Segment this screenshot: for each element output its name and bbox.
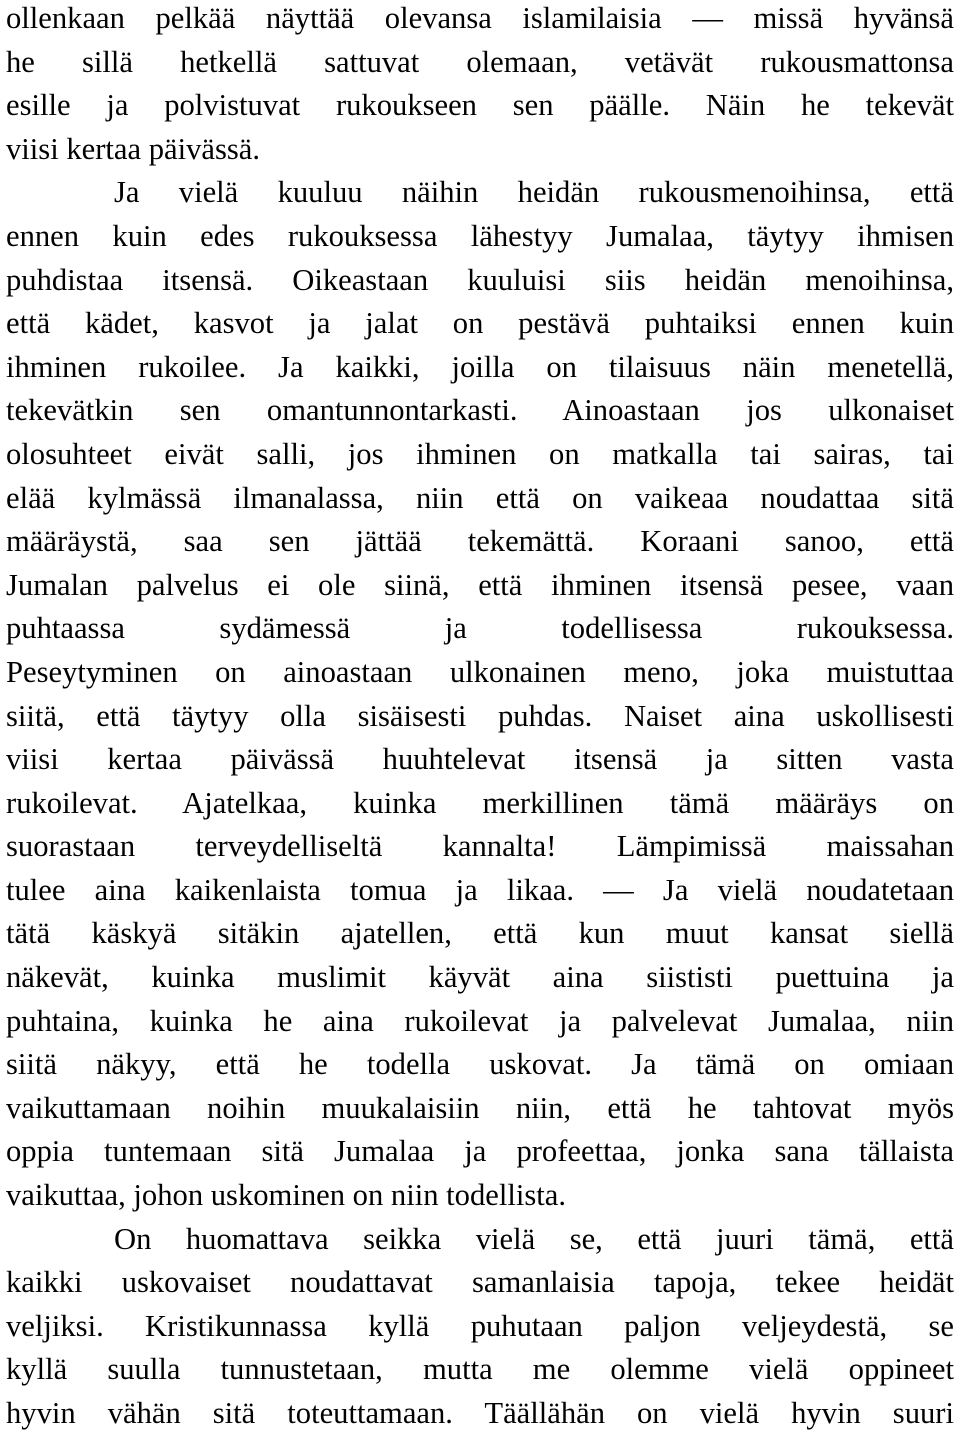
text-line: suorastaan terveydelliseltä kannalta! Lämpimissä maissahan <box>6 829 954 864</box>
text-line: Ja vielä kuuluu näihin heidän rukousmenoihinsa, että <box>114 175 954 210</box>
text-line: määräystä, saa sen jättää tekemättä. Koraani sanoo, että <box>6 524 954 559</box>
text-line: siitä näkyy, että he todella uskovat. Ja tämä on omiaan <box>6 1047 954 1082</box>
text-line: oppia tuntemaan sitä Jumalaa ja profeettaa, jonka sana tällaista <box>6 1134 954 1169</box>
text-line: vaikuttaa, johon uskominen on niin todellista. <box>6 1178 566 1213</box>
text-line: ollenkaan pelkää näyttää olevansa islamilaisia — missä hyvänsä <box>6 1 954 35</box>
text-line: puhtaina, kuinka he aina rukoilevat ja palvelevat Jumalaa, niin <box>6 1003 954 1038</box>
text-line: Peseytyminen on ainoastaan ulkonainen meno, joka muistuttaa <box>6 654 954 689</box>
text-line: ennen kuin edes rukouksessa lähestyy Jumalaa, täytyy ihmisen <box>6 218 954 253</box>
text-line: On huomattava seikka vielä se, että juuri tämä, että <box>114 1221 954 1256</box>
text-line: he sillä hetkellä sattuvat olemaan, vetävät rukousmattonsa <box>6 44 954 79</box>
text-line: esille ja polvistuvat rukoukseen sen päälle. Näin he tekevät <box>6 88 954 123</box>
text-line: vaikuttamaan noihin muukalaisiin niin, että he tahtovat myös <box>6 1090 954 1125</box>
text-line: puhdistaa itsensä. Oikeastaan kuuluisi siis heidän menoihinsa, <box>6 262 954 297</box>
text-line: ihminen rukoilee. Ja kaikki, joilla on tilaisuus näin menetellä, <box>6 349 954 384</box>
text-line: hyvin vähän sitä toteuttamaan. Täällähän on vielä hyvin suuri <box>6 1396 954 1430</box>
text-line: olosuhteet eivät salli, jos ihminen on matkalla tai sairas, tai <box>6 436 954 471</box>
text-line: Jumalan palvelus ei ole siinä, että ihminen itsensä pesee, vaan <box>6 567 954 602</box>
text-line: puhtaassa sydämessä ja todellisessa rukouksessa. <box>6 611 954 646</box>
text-line: siitä, että täytyy olla sisäisesti puhdas. Naiset aina uskollisesti <box>6 698 954 733</box>
body-text <box>6 0 954 1436</box>
text-line: elää kylmässä ilmanalassa, niin että on vaikeaa noudattaa sitä <box>6 480 954 515</box>
text-line: tätä käskyä sitäkin ajatellen, että kun muut kansat siellä <box>6 916 954 951</box>
text-line: että kädet, kasvot ja jalat on pestävä puhtaiksi ennen kuin <box>6 306 954 341</box>
text-line: veljiksi. Kristikunnassa kyllä puhutaan paljon veljeydestä, se <box>6 1308 954 1343</box>
text-line: viisi kertaa päivässä huuhtelevat itsensä ja sitten vasta <box>6 742 954 777</box>
text-line: rukoilevat. Ajatelkaa, kuinka merkillinen tämä määräys on <box>6 785 954 820</box>
text-line: tekevätkin sen omantunnontarkasti. Ainoastaan jos ulkonaiset <box>6 393 954 428</box>
text-line: kaikki uskovaiset noudattavat samanlaisia tapoja, tekee heidät <box>6 1265 954 1300</box>
text-line: viisi kertaa päivässä. <box>6 131 261 166</box>
text-line: tulee aina kaikenlaista tomua ja likaa. — Ja vielä noudatetaan <box>6 872 954 907</box>
text-line: kyllä suulla tunnustetaan, mutta me olemme vielä oppineet <box>6 1352 954 1387</box>
text-line: näkevät, kuinka muslimit käyvät aina siististi puettuina ja <box>6 960 954 995</box>
